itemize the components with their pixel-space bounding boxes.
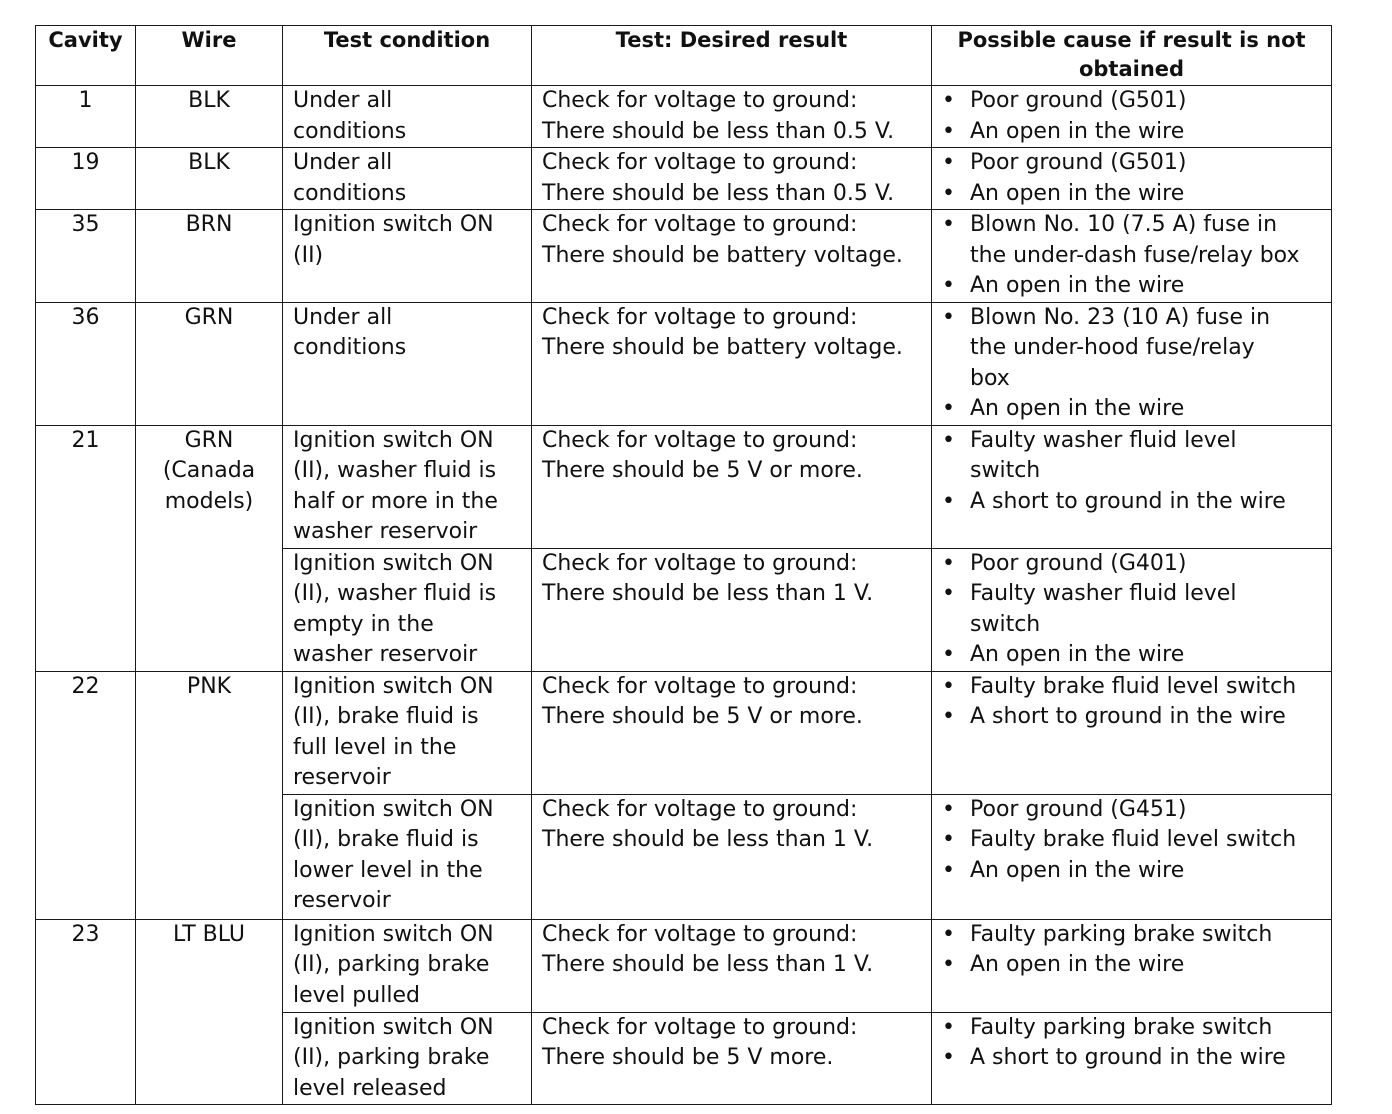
cause-line: • Poor ground (G501) — [970, 88, 1187, 113]
test-condition-cell — [283, 302, 532, 425]
header-test-condition: Test condition — [283, 26, 532, 86]
cavity-cell: 1 — [36, 86, 136, 148]
header-row — [36, 26, 1332, 86]
desired-result-cell — [532, 548, 932, 671]
desired-result-cell — [532, 148, 932, 210]
condition-line: level pulled — [293, 982, 420, 1008]
cause-line: • An open in the wire — [970, 642, 1185, 667]
cavity-cell: 21 — [36, 425, 136, 671]
test-condition-cell — [283, 86, 532, 148]
test-condition-cell — [283, 548, 532, 671]
header-cavity: Cavity — [36, 26, 136, 86]
cause-item — [942, 426, 1325, 487]
condition-line: (II), parking brake — [293, 1045, 490, 1070]
cavity-cell: 19 — [36, 148, 136, 210]
cause-item — [942, 148, 1325, 179]
wire-cell: GRN (Canada models) — [136, 425, 283, 671]
cause-list — [942, 1013, 1325, 1074]
table-row — [36, 86, 1332, 148]
cause-item — [942, 549, 1325, 580]
condition-line: reservoir — [293, 765, 391, 790]
possible-cause-cell — [932, 148, 1332, 210]
possible-cause-cell — [932, 548, 1332, 671]
condition-line: Ignition switch ON — [293, 427, 494, 453]
test-condition-cell — [283, 794, 532, 919]
condition-line: washer reservoir — [293, 519, 478, 544]
condition-line: washer reservoir — [293, 642, 478, 667]
cause-line: • An open in the wire — [970, 180, 1185, 206]
condition-line: (II), brake fluid is — [293, 827, 479, 852]
cause-line: • Blown No. 10 (7.5 A) fuse in — [970, 212, 1278, 237]
cause-item — [942, 950, 1325, 981]
possible-cause-cell — [932, 86, 1332, 148]
condition-line: level released — [293, 1075, 447, 1101]
condition-line: Under all — [293, 88, 393, 113]
condition-line: Ignition switch ON — [293, 921, 494, 947]
cause-item — [942, 640, 1325, 671]
wire-cell: BRN — [136, 210, 283, 303]
header-wire: Wire — [136, 26, 283, 86]
desired-result-cell — [532, 302, 932, 425]
desired-result-cell — [532, 671, 932, 794]
cause-line: • An open in the wire — [970, 396, 1185, 421]
table-row — [36, 671, 1332, 794]
result-line: There should be less than 1 V. — [542, 952, 874, 977]
test-condition-cell — [283, 148, 532, 210]
cause-item — [942, 487, 1325, 518]
result-line: Check for voltage to ground: — [542, 88, 858, 113]
result-line: There should be 5 V more. — [542, 1045, 834, 1070]
condition-line: Ignition switch ON — [293, 550, 494, 576]
cause-line: • A short to ground in the wire — [970, 704, 1286, 729]
cause-line: • Faulty washer fluid level — [970, 427, 1237, 453]
test-condition-cell — [283, 919, 532, 1012]
condition-line: empty in the — [293, 611, 434, 637]
possible-cause-cell — [932, 210, 1332, 303]
cause-item — [942, 210, 1325, 271]
condition-line: Under all — [293, 150, 393, 175]
table-row — [36, 919, 1332, 1012]
cavity-cell: 35 — [36, 210, 136, 303]
condition-line: Ignition switch ON — [293, 673, 494, 699]
result-line: There should be battery voltage. — [542, 335, 903, 360]
result-line: Check for voltage to ground: — [542, 212, 858, 237]
cause-item — [942, 271, 1325, 302]
cause-item — [942, 303, 1325, 395]
cause-item — [942, 117, 1325, 148]
condition-line: Under all — [293, 304, 393, 330]
table-row — [36, 148, 1332, 210]
desired-result-cell — [532, 1012, 932, 1105]
cause-line: • Faulty parking brake switch — [970, 921, 1273, 947]
cause-item — [942, 1043, 1325, 1074]
cause-item — [942, 179, 1325, 210]
condition-line: half or more in the — [293, 488, 498, 514]
wire-cell: BLK — [136, 148, 283, 210]
cause-line: • An open in the wire — [970, 952, 1185, 977]
cause-list — [942, 672, 1325, 733]
cause-line: • Faulty brake fluid level switch — [970, 673, 1297, 699]
cause-line: • Poor ground (G401) — [970, 550, 1187, 576]
condition-line: conditions — [293, 118, 407, 144]
result-line: Check for voltage to ground: — [542, 550, 858, 576]
condition-line: (II), brake fluid is — [293, 704, 479, 729]
result-line: Check for voltage to ground: — [542, 150, 858, 175]
test-condition-cell — [283, 210, 532, 303]
cause-line: • An open in the wire — [970, 273, 1185, 298]
test-condition-cell — [283, 425, 532, 548]
condition-line: conditions — [293, 335, 407, 360]
result-line: There should be less than 1 V. — [542, 581, 874, 606]
result-line: Check for voltage to ground: — [542, 304, 858, 330]
condition-line: lower level in the — [293, 857, 483, 883]
result-line: There should be 5 V or more. — [542, 458, 863, 483]
possible-cause-cell — [932, 794, 1332, 919]
table-body — [36, 86, 1332, 1105]
result-line: There should be less than 0.5 V. — [542, 180, 895, 206]
cause-item — [942, 394, 1325, 425]
wire-cell: PNK — [136, 671, 283, 919]
cause-list — [942, 148, 1325, 209]
wire-cell: BLK — [136, 86, 283, 148]
cause-line: • Poor ground (G501) — [970, 150, 1187, 175]
cause-item — [942, 920, 1325, 951]
result-line: Check for voltage to ground: — [542, 673, 858, 699]
result-line: There should be 5 V or more. — [542, 704, 863, 729]
possible-cause-cell — [932, 302, 1332, 425]
desired-result-cell — [532, 210, 932, 303]
condition-line: Ignition switch ON — [293, 212, 494, 237]
cause-list — [942, 795, 1325, 887]
cause-item — [942, 856, 1325, 887]
cause-line: • An open in the wire — [970, 118, 1185, 144]
cause-list — [942, 303, 1325, 425]
header-desired-result: Test: Desired result — [532, 26, 932, 86]
possible-cause-cell — [932, 425, 1332, 548]
cause-list — [942, 86, 1325, 147]
condition-line: (II) — [293, 242, 324, 268]
cavity-cell: 23 — [36, 919, 136, 1105]
cause-item — [942, 702, 1325, 733]
result-line: Check for voltage to ground: — [542, 427, 858, 453]
cause-line: box — [970, 365, 1010, 391]
cause-item — [942, 672, 1325, 703]
cause-item — [942, 1013, 1325, 1044]
cause-line: • Poor ground (G451) — [970, 796, 1187, 822]
cause-line: • A short to ground in the wire — [970, 1045, 1286, 1070]
possible-cause-cell — [932, 919, 1332, 1012]
condition-line: Ignition switch ON — [293, 1014, 494, 1040]
cause-list — [942, 920, 1325, 981]
cause-line: the under-hood fuse/relay — [970, 335, 1255, 360]
cause-list — [942, 210, 1325, 302]
result-line: Check for voltage to ground: — [542, 921, 858, 947]
possible-cause-cell — [932, 671, 1332, 794]
cause-item — [942, 579, 1325, 640]
cause-item — [942, 86, 1325, 117]
desired-result-cell — [532, 425, 932, 548]
cause-line: • An open in the wire — [970, 857, 1185, 883]
cause-line: • Blown No. 23 (10 A) fuse in — [970, 304, 1271, 330]
desired-result-cell — [532, 794, 932, 919]
result-line: There should be less than 1 V. — [542, 827, 874, 852]
test-condition-cell — [283, 1012, 532, 1105]
cavity-cell: 36 — [36, 302, 136, 425]
header-possible-cause: Possible cause if result is not obtained — [932, 26, 1332, 86]
condition-line: conditions — [293, 180, 407, 206]
cause-line: • A short to ground in the wire — [970, 488, 1286, 514]
connector-test-table — [35, 25, 1332, 1105]
cause-line: switch — [970, 458, 1041, 483]
condition-line: (II), washer fluid is — [293, 581, 497, 606]
wire-cell: GRN — [136, 302, 283, 425]
table-row — [36, 210, 1332, 303]
cause-line: switch — [970, 611, 1041, 637]
cause-item — [942, 825, 1325, 856]
cavity-cell: 22 — [36, 671, 136, 919]
table-row — [36, 302, 1332, 425]
condition-line: full level in the — [293, 734, 457, 760]
result-line: Check for voltage to ground: — [542, 1014, 858, 1040]
cause-list — [942, 549, 1325, 671]
test-condition-cell — [283, 671, 532, 794]
cause-line: • Faulty washer fluid level — [970, 581, 1237, 606]
result-line: There should be battery voltage. — [542, 242, 903, 268]
cause-line: • Faulty brake fluid level switch — [970, 827, 1297, 852]
result-line: Check for voltage to ground: — [542, 796, 858, 822]
desired-result-cell — [532, 86, 932, 148]
table-row — [36, 425, 1332, 548]
cause-line: the under-dash fuse/relay box — [970, 242, 1300, 268]
desired-result-cell — [532, 919, 932, 1012]
possible-cause-cell — [932, 1012, 1332, 1105]
result-line: There should be less than 0.5 V. — [542, 118, 895, 144]
condition-line: (II), washer fluid is — [293, 458, 497, 483]
cause-line: • Faulty parking brake switch — [970, 1014, 1273, 1040]
cause-list — [942, 426, 1325, 518]
wire-cell: LT BLU — [136, 919, 283, 1105]
cause-item — [942, 795, 1325, 826]
condition-line: reservoir — [293, 888, 391, 913]
condition-line: (II), parking brake — [293, 952, 490, 977]
condition-line: Ignition switch ON — [293, 796, 494, 822]
